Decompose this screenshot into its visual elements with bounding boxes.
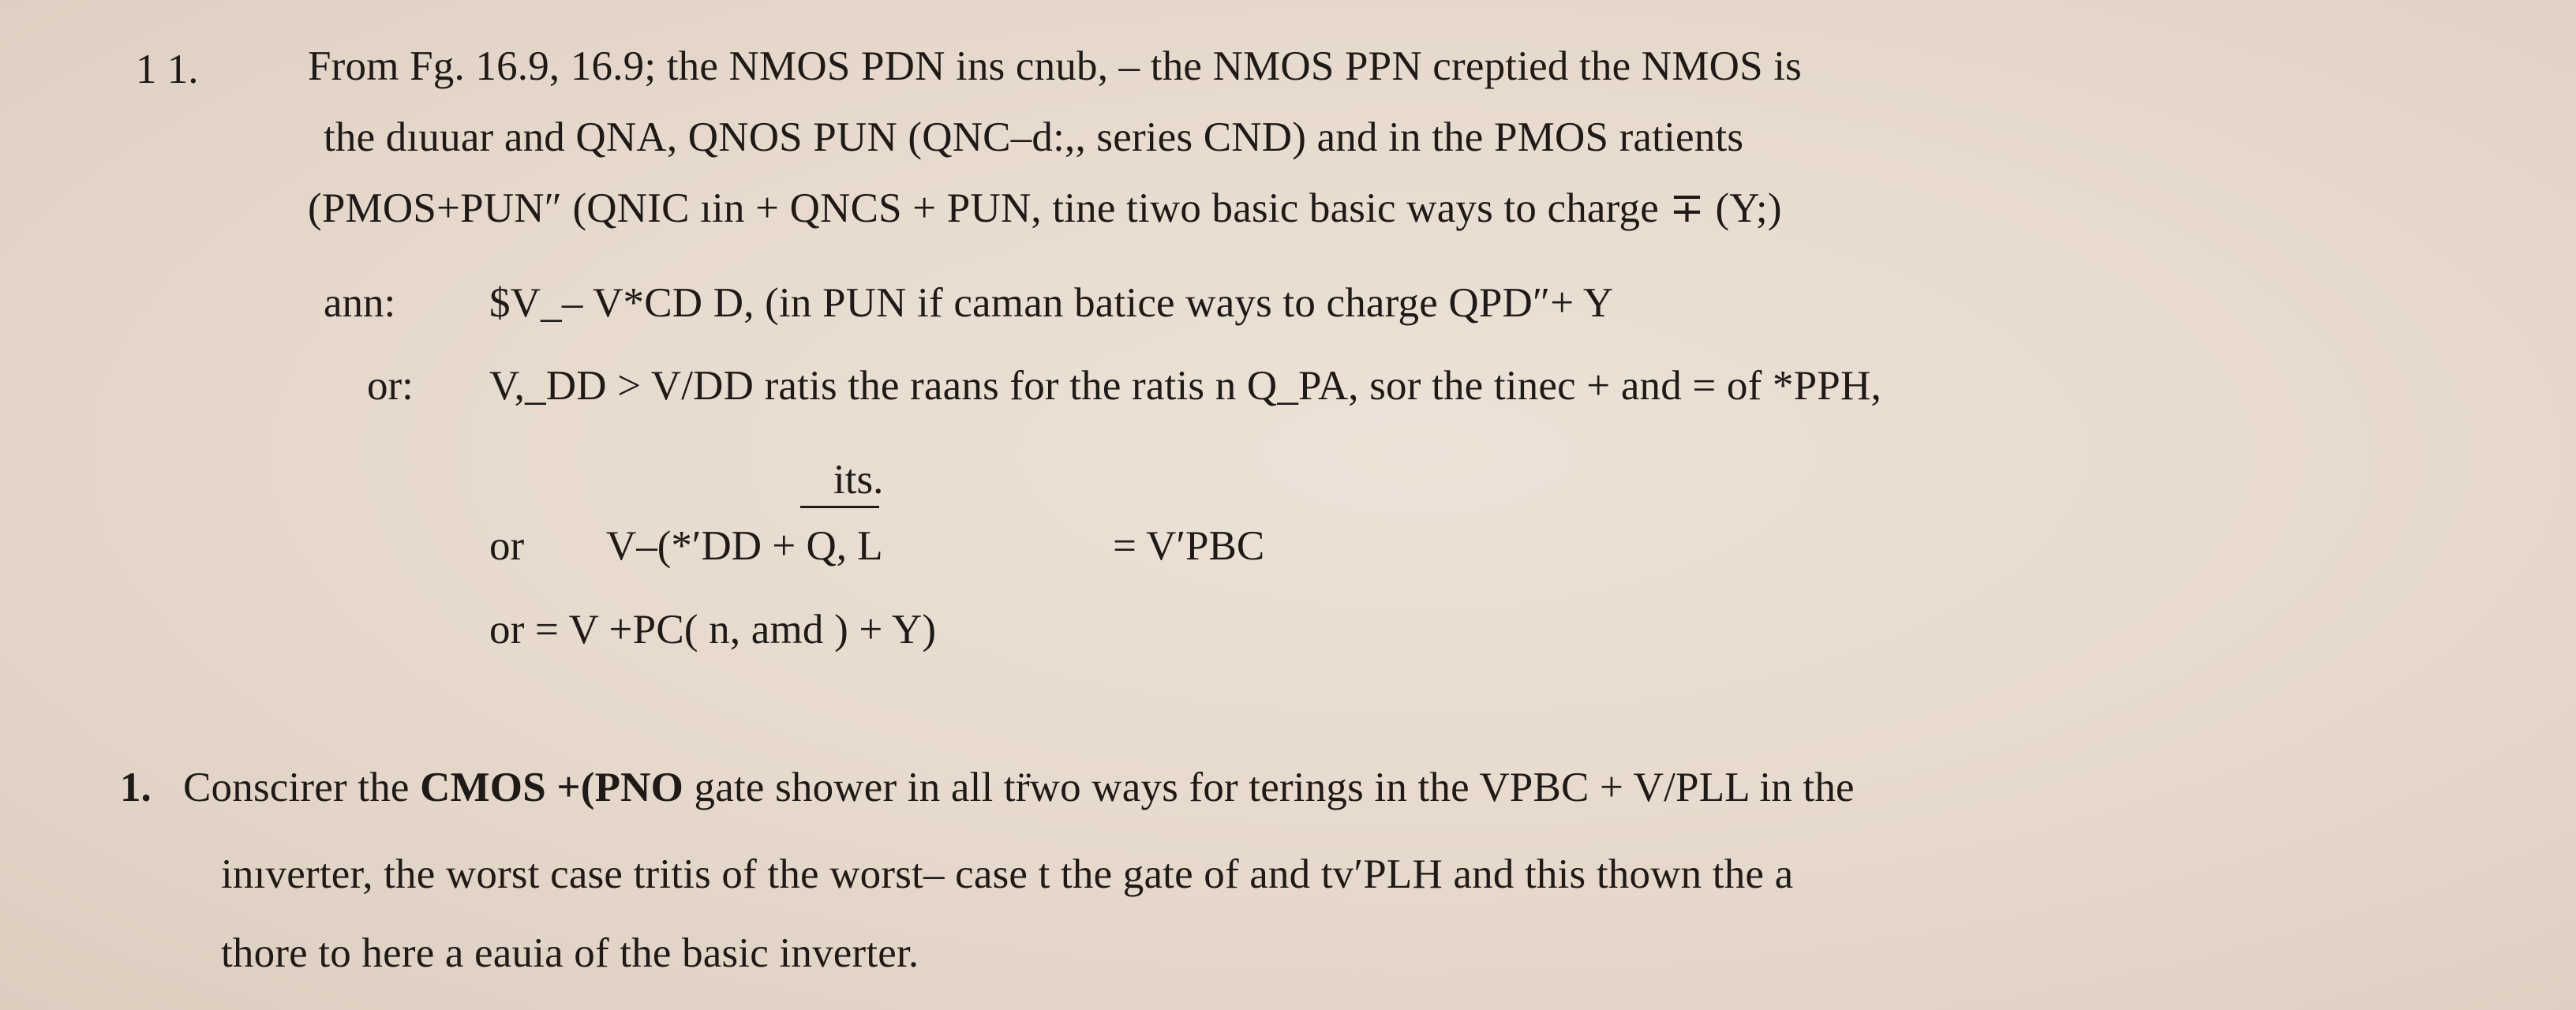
fraction-bar xyxy=(800,506,879,508)
problem-text-line-1: From Fg. 16.9, 16.9; the NMOS PDN ins cnub, – the NMOS PPN creptied the NMOS is xyxy=(308,43,1802,89)
problem-2-line-1-b: CMOS +(PNO xyxy=(420,765,684,810)
or-label-2: or xyxy=(489,523,525,569)
or-equation-3: or = V +PC( n, amd ) + Y) xyxy=(489,607,937,653)
problem-2-line-3: thore to here a eauia of the basic inverter. xyxy=(221,930,919,976)
problem-2-line-2: inıverter, the worst case tritis of the worst– case t the gate of and tv′PLH and this thown the a xyxy=(221,851,1794,897)
ann-label: ann: xyxy=(324,280,396,326)
or-equation-2-right: = V′PBC xyxy=(1113,523,1265,569)
problem-number-2: 1. xyxy=(120,765,152,810)
problem-2-line-1-c: gate shower in all tr̈wo ways for terings in the VPBC + V/PLL in the xyxy=(683,765,1855,810)
problem-2-line-1-a: Conscirer the xyxy=(183,765,421,810)
or-equation-2-left: V–(*′DD + Q, L xyxy=(606,523,883,569)
problem-text-line-3: (PMOS+PUN″ (QNIC ıin + QNCS + PUN, tine tiwo basic basic ways to charge ∓ (Y;) xyxy=(308,185,1782,231)
or-equation-1: V,_DD > V/DD ratis the raans for the ratis n Q_PA, sor the tinec + and = of *PPH, xyxy=(489,363,1881,409)
problem-number: 1 1. xyxy=(136,47,199,92)
ann-equation: $V_– V*CD D, (in PUN if caman batice ways to charge QPD″+ Y xyxy=(489,280,1614,326)
problem-2-line-1 xyxy=(183,767,1855,809)
or-label-1: or: xyxy=(367,363,414,409)
its-annotation: its. xyxy=(833,457,884,503)
problem-text-line-2: the dıuuar and QNA, QNOS PUN (QNC–d:,, series CND) and in the PMOS ratients xyxy=(324,114,1744,160)
